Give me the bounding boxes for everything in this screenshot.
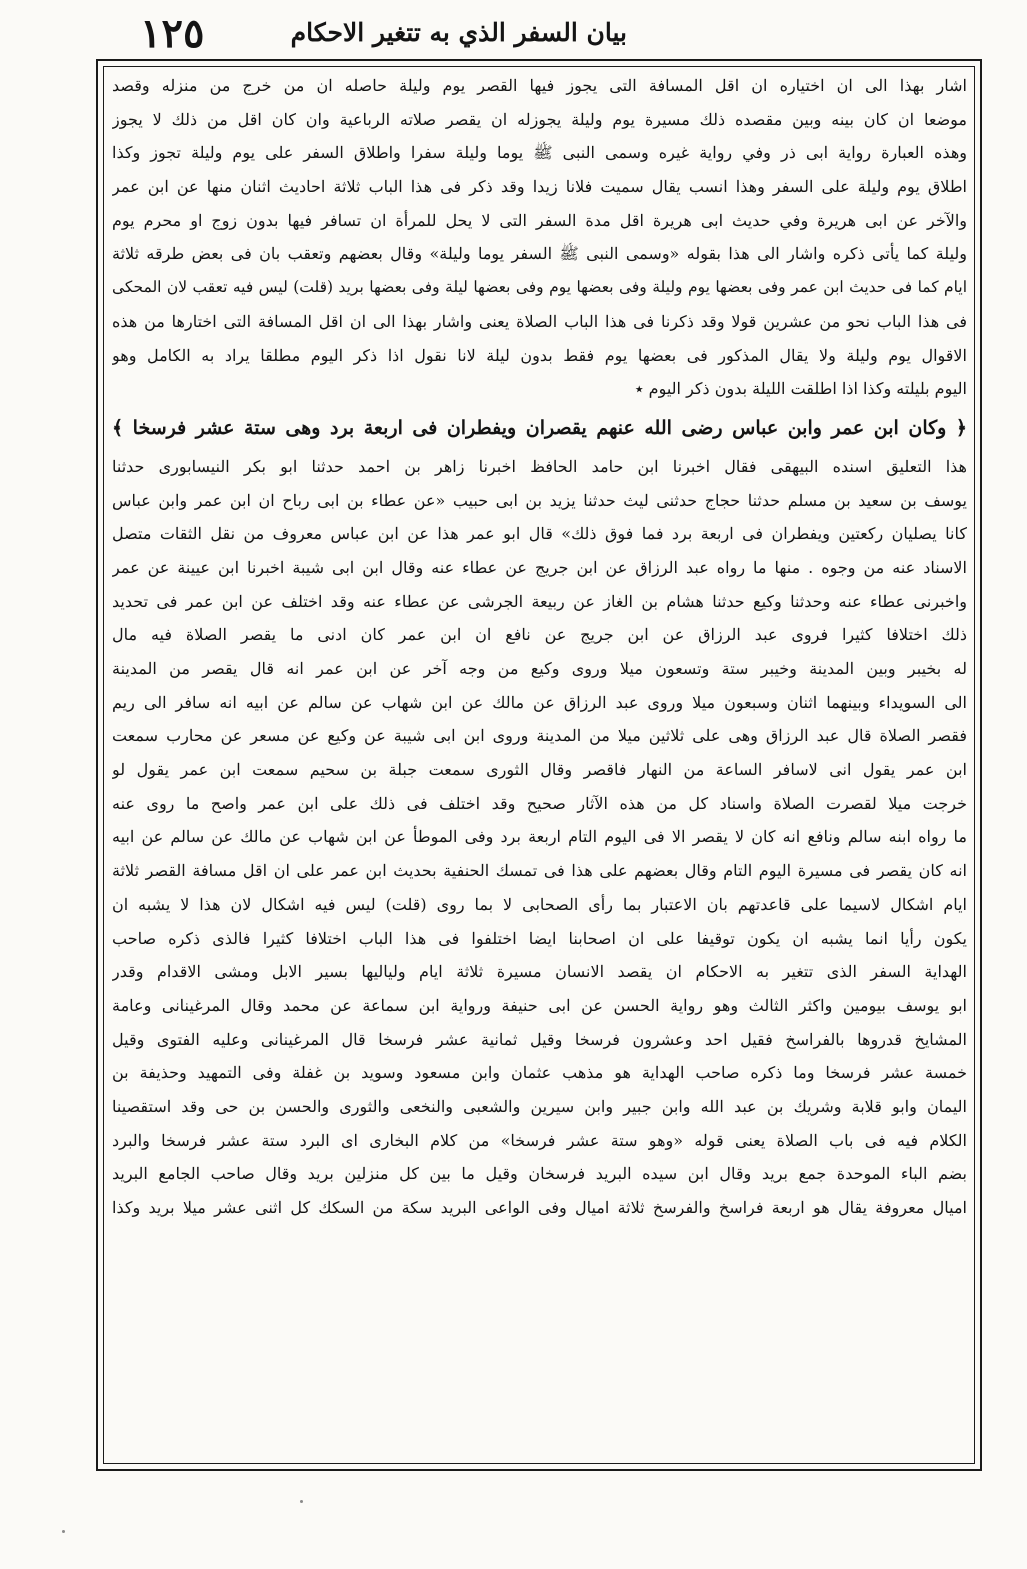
text-line: هذا التعليق اسنده البيهقى فقال اخبرنا ابن حامد الحافظ اخبرنا زاهر بن احمد حدثنا ابو بكر النيسابورى حدثنا (112, 456, 967, 476)
main-text (112, 69, 967, 1225)
text-line: اليمان وابو قلابة وشريك بن عبد الله وابن جبير وابن سيرين والشعبى والنخعى والثورى والحسن بن حى وقد استقصينا (112, 1096, 967, 1116)
text-line: اشار بهذا الى ان اختياره ان اقل المسافة التى يجوز فيها القصر يوم وليلة حاصله ان من خرج من منزله وقصد (112, 76, 967, 95)
text-line: الاسناد عنه من وجوه . منها ما رواه عبد الرزاق عن ابن جريج عن عطاء عنه وقال ابن ابى شيبة اخبرنا ابن عيينة عن عمر (112, 557, 967, 577)
text-line: الى السويداء وبينهما اثنان وسبعون ميلا وروى عبد الرزاق عن مالك عن ابن شهاب عن سالم عن ابيه انه سافر الى ريم (112, 692, 967, 712)
text-line: ايام اشكال لاسيما على قاعدتهم بان الاعتبار بما رأى الصحابى لا بما روى (قلت) ليس فيه اشكال لان هذا لا يشبه ان (112, 894, 967, 914)
text-line: الاقوال يوم وليلة ولا يقال المذكور فى بعضها يوم فقط بدون ليلة لانا نقول اذا ذكر اليوم مطلقا يراد به الكامل وهو (112, 345, 967, 365)
text-line: والآخر عن ابى هريرة وفي حديث ابى هريرة اقل مدة السفر التى لا يحل للمرأة ان تسافر فيها بدون زوج او محرم يوم (112, 210, 967, 230)
page-number: ١٢٥ (140, 10, 205, 57)
text-line: بضم الباء الموحدة جمع بريد وقال ابن سيده البريد فرسخان وقيل ما بين كل منزلين بريد وقال صاحب الجامع البريد (112, 1164, 967, 1184)
text-line: ابو يوسف بيومين واكثر الثالث وهو رواية الحسن عن ابى حنيفة ورواية ابن سماعة عن محمد وقال المرغينانى وعامة (112, 995, 967, 1015)
text-line: اميال معروفة يقال هو اربعة فراسخ والفرسخ ثلاثة اميال وفى الواعى البريد سكة من السكك كل اثنى عشر ميلا بريد وكذا (112, 1198, 967, 1217)
text-line: يوسف بن سعيد بن مسلم حدثنا حجاج حدثنى ليث حدثنا يزيد بن ابى حبيب «عن عطاء بن ابى رباح ان ابن عمر وابن عباس (112, 490, 967, 510)
paper-speck (300, 1500, 303, 1503)
text-line: ذلك اختلافا كثيرا فروى عبد الرزاق عن ابن جريج عن نافع ان ابن عمر كان ادنى ما يقصر الصلاة فيه مال (112, 625, 967, 645)
text-line: فقصر الصلاة قال عبد الرزاق وهى على ثلاثين ميلا من المدينة وروى ابن ابى شيبة عن وكيع عن مسعر عن محارب سمعت (112, 726, 967, 746)
text-line: كانا يصليان ركعتين ويفطران فى اربعة برد فما فوق ذلك» قال ابو عمر هذا عن ابن عباس معروف من نقل الثقات متصل (112, 524, 967, 544)
section-heading: ﴿ وكان ابن عمر وابن عباس رضى الله عنهم يقصران ويفطران فى اربعة برد وهى ستة عشر فرسخا ﴾ (112, 416, 967, 439)
text-line: اليوم بليلته وكذا اذا اطلقت الليلة بدون ذكر اليوم ٭ (634, 379, 967, 399)
text-line: ايام كما فى حديث ابن عمر وفى بعضها يوم وليلة وفى بعضها يوم وفى بعضها ليلة وفى بعضها بريد (قلت) ليس فيه تعقب لان المحكى (112, 278, 967, 297)
text-line: واخبرنى عطاء عنه وحدثنا وكيع حدثنا هشام بن الغاز عن ربيعة الجرشى عن عطاء عنه وقد اختلف عن ابن عمر فى تحديد (112, 591, 967, 611)
text-line: ابن عمر يقول انى لاسافر الساعة من النهار فاقصر وقال الثورى سمعت جبلة بن سحيم سمعت ابن عمر يقول لو (112, 760, 967, 780)
running-title: بيان السفر الذي به تتغير الاحكام (290, 18, 627, 47)
text-line: اطلاق يوم وليلة على السفر وهذا انسب يقال سميت فلانا زيدا وقد ذكر فى هذا الباب ثلاثة احاديث اثنان منها عن ابن عمر (112, 177, 967, 197)
paper-speck (62, 1530, 65, 1533)
text-line: وليلة كما يأتى ذكره واشار الى هذا بقوله «وسمى النبى ﷺ السفر يوما وليلة» وقال بعضهم وتعقب بان فى بعض طرقه ثلاثة (112, 244, 967, 264)
text-line: خرجت ميلا لقصرت الصلاة واسناد كل من هذه الآثار صحيح وقد اختلف فى ذلك على ابن عمر واصح ما روى عنه (112, 793, 967, 813)
text-line: خمسة عشر فرسخا وما ذكره صاحب الهداية هو مذهب عثمان وابن مسعود وسويد بن غفلة وفى التمهيد وحذيفة بن (112, 1063, 967, 1083)
text-line: انه كان يقصر فى مسيرة اليوم التام وقال بعضهم على هذا فى تمسك الحنفية بحديث ابن عمر على ان اقل مسافة القصر ثلاثة (112, 861, 967, 881)
text-line: الكلام فيه فى باب الصلاة يعنى قوله «وهو ستة عشر فرسخا» من كلام البخارى اى البرد ستة عشر فرسخا والبرد (112, 1130, 967, 1150)
text-line: المشايخ قدروها بالفراسخ فقيل احد وعشرون فرسخا وقيل ثمانية عشر فرسخا قال المرغينانى وعليه الفتوى وقيل (112, 1029, 967, 1049)
text-line: يكون رأيا انما يشبه ان يكون توقيفا على ان اصحابنا ايضا اختلفوا فى هذا الباب اختلافا كثيرا فالذى ذكره صاحب (112, 928, 967, 948)
text-line: ما رواه ابنه سالم ونافع انه كان لا يقصر الا فى اليوم التام اربعة برد وفى الموطأ عن ابن شهاب عن مالك عن سالم عن ابيه (112, 827, 967, 847)
text-line: موضعا ان كان بينه وبين مقصده ذلك مسيرة يوم وليلة يجوزله ان يقصر صلاته الرباعية وان كان اقل من ذلك لا يجوز (112, 109, 967, 129)
text-line: الهداية السفر الذى تتغير به الاحكام ان يقصد الانسان مسيرة ثلاثة ايام ولياليها بسير الابل ومشى الاقدام وقدر (112, 962, 967, 982)
text-line: فى هذا الباب نحو من عشرين قولا وقد ذكرنا فى هذا الباب الصلاة يعنى واشار بهذا الى ان اقل المسافة التى اختارها من هذه (112, 311, 967, 331)
text-line: وهذه العبارة رواية ابى ذر وفي رواية غيره وسمى النبى ﷺ يوما وليلة سفرا واطلاق السفر على يوم وليلة تجوز وكذا (112, 143, 967, 163)
text-line: له بخيبر وبين المدينة وخيبر ستة وتسعون ميلا وروى وكيع من وجه آخر عن ابن عمر انه قال يقصر من المدينة (112, 659, 967, 678)
